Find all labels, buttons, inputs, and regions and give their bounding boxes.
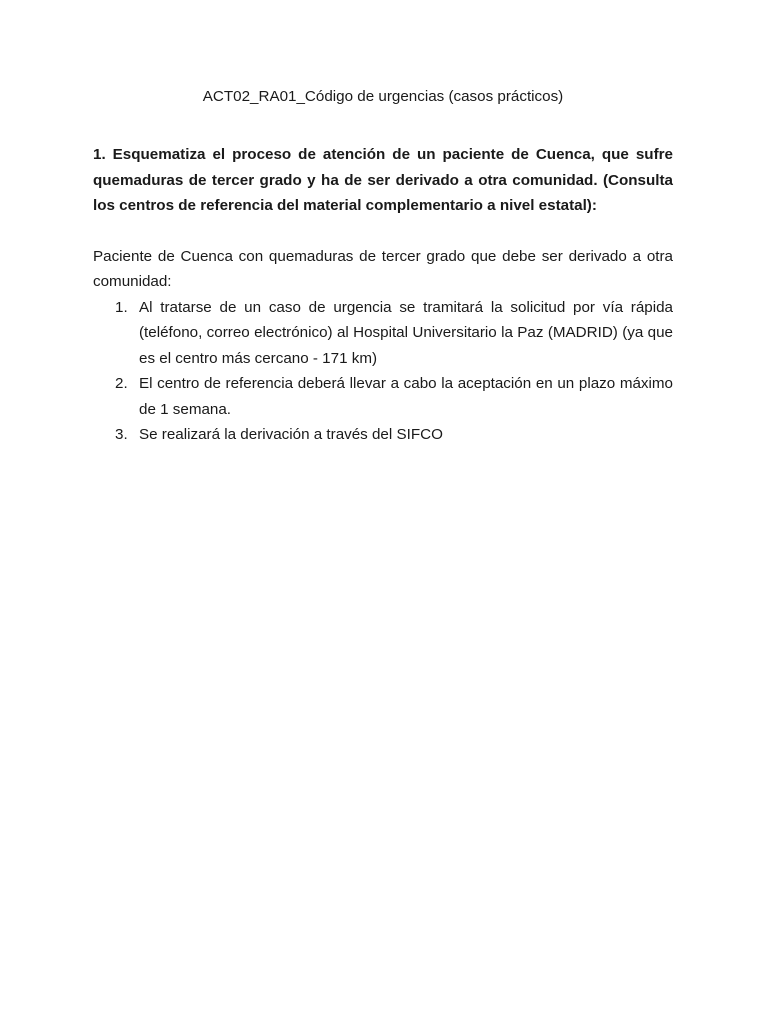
step-text: Se realizará la derivación a través del SIFCO xyxy=(139,426,443,443)
step-number: 1. xyxy=(115,298,128,316)
list-item xyxy=(93,295,673,372)
document-title: ACT02_RA01_Código de urgencias (casos prácticos) xyxy=(202,88,564,105)
question-text: 1. Esquematiza el proceso de atención de un paciente de Cuenca, que sufre quemaduras de tercer grado y ha de ser derivado a otra comunidad. (Consulta los centros de referencia del material complementario a nivel estatal): xyxy=(93,146,673,214)
list-item xyxy=(93,422,673,448)
step-text: El centro de referencia deberá llevar a cabo la aceptación en un plazo máximo de 1 semana. xyxy=(139,375,673,418)
steps-list xyxy=(93,295,673,448)
answer-intro: Paciente de Cuenca con quemaduras de tercer grado que debe ser derivado a otra comunidad: xyxy=(93,247,673,290)
list-item xyxy=(93,371,673,422)
step-text: Al tratarse de un caso de urgencia se tramitará la solicitud por vía rápida (teléfono, correo electrónico) al Hospital Universitario la Paz (MADRID) (ya que es el centro más cercano - 171 km) xyxy=(139,298,673,367)
step-number: 3. xyxy=(115,426,128,443)
step-number: 2. xyxy=(115,375,128,392)
document-page xyxy=(93,86,673,448)
